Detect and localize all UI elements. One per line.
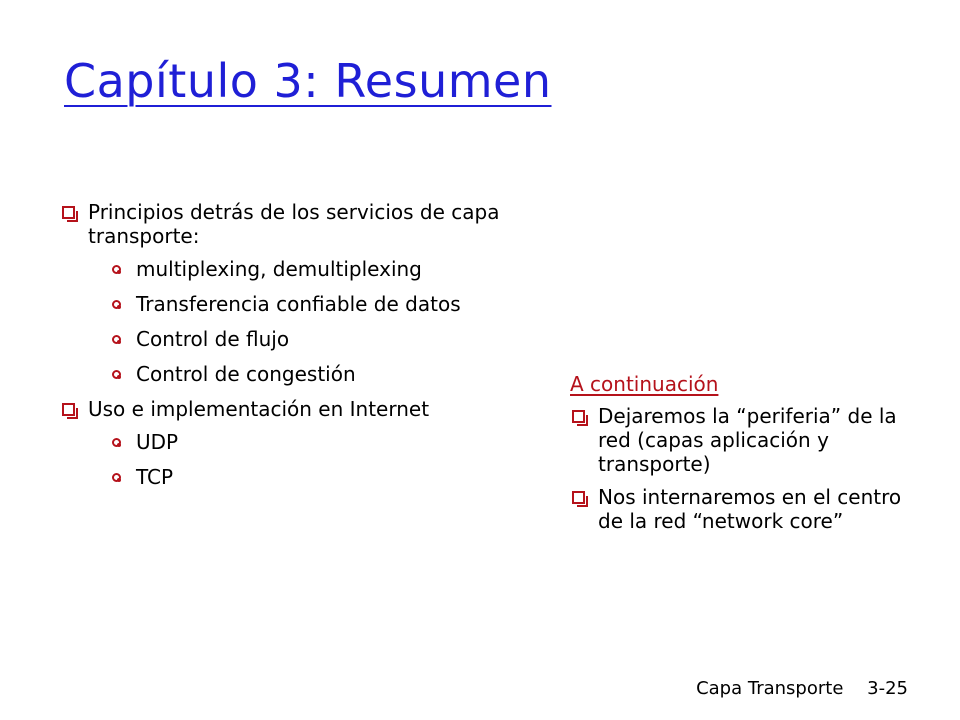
sub-bullet-text: TCP [136, 465, 174, 489]
bullet-text: Principios detrás de los servicios de capa transporte: [88, 200, 500, 248]
sub-bullet-item [110, 292, 530, 316]
footer-section: Capa Transporte [696, 678, 844, 699]
bullet-item [60, 200, 530, 386]
sub-bullet-item [110, 257, 530, 281]
square-bullet-icon [62, 206, 75, 219]
circle-bullet-icon [112, 438, 121, 447]
right-column [570, 372, 910, 542]
square-bullet-icon [572, 491, 585, 504]
next-heading: A continuación [570, 372, 719, 396]
sub-bullet-text: Control de flujo [136, 327, 290, 351]
sub-bullet-text: Transferencia confiable de datos [136, 292, 461, 316]
bullet-text: Dejaremos la “periferia” de la red (capas aplicación y transporte) [598, 404, 897, 476]
circle-bullet-icon [112, 370, 121, 379]
bullet-list [60, 200, 530, 489]
bullet-item [570, 485, 910, 533]
sub-bullet-text: UDP [136, 430, 179, 454]
square-bullet-icon [62, 403, 75, 416]
circle-bullet-icon [112, 473, 121, 482]
square-bullet-icon [572, 410, 585, 423]
page-number: 3-25 [867, 678, 908, 699]
sub-bullet-list [110, 430, 530, 489]
sub-bullet-list [110, 257, 530, 386]
sub-bullet-item [110, 465, 530, 489]
left-column [60, 200, 530, 500]
sub-bullet-text: multiplexing, demultiplexing [136, 257, 422, 281]
slide-footer [696, 678, 908, 699]
circle-bullet-icon [112, 265, 121, 274]
next-bullet-list [570, 404, 910, 533]
sub-bullet-item [110, 362, 530, 386]
bullet-item [570, 404, 910, 476]
sub-bullet-text: Control de congestión [136, 362, 356, 386]
bullet-text: Nos internaremos en el centro de la red “network core” [598, 485, 902, 533]
sub-bullet-item [110, 327, 530, 351]
circle-bullet-icon [112, 335, 121, 344]
bullet-text: Uso e implementación en Internet [88, 397, 430, 421]
bullet-item [60, 397, 530, 489]
circle-bullet-icon [112, 300, 121, 309]
slide-title: Capítulo 3: Resumen [64, 54, 552, 108]
sub-bullet-item [110, 430, 530, 454]
